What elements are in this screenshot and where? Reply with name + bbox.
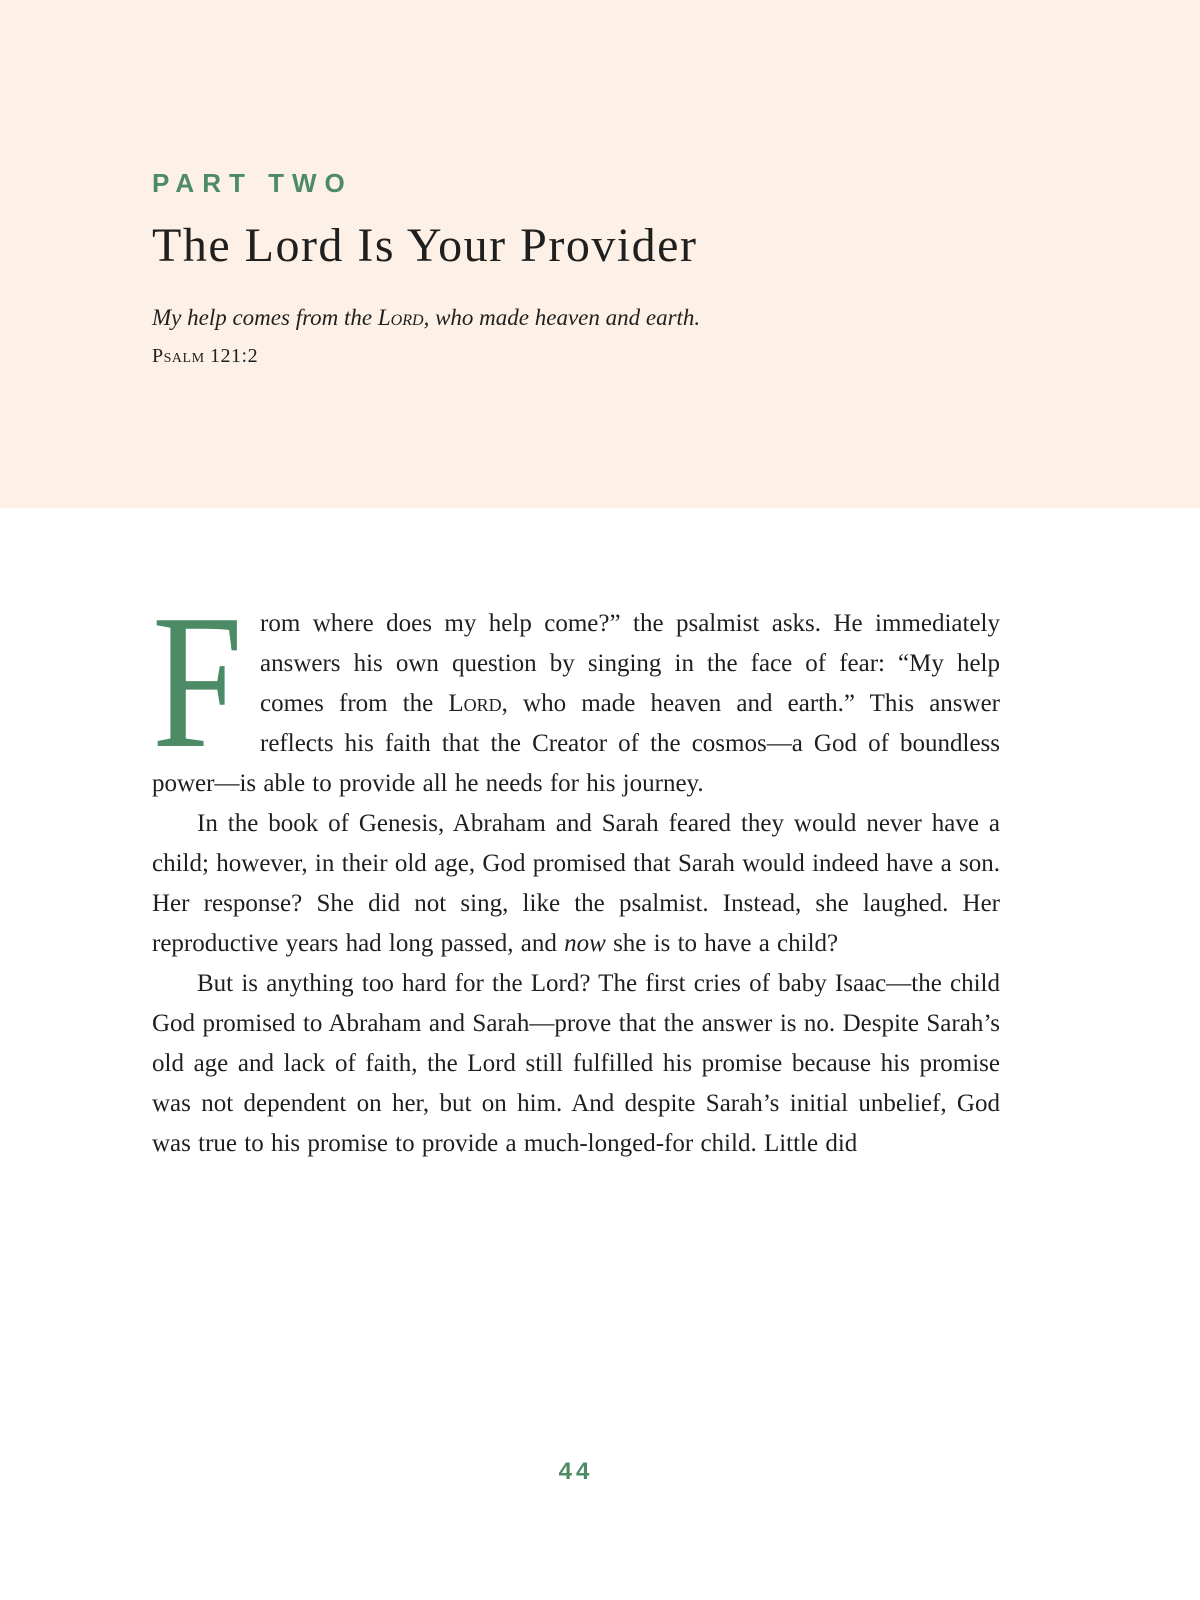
paragraph-3: But is anything too hard for the Lord? The first cries of baby Isaac—the child God promised to Abraham and Sarah—prove that the answer is no. Despite Sarah’s old age and lack of faith, the Lord still fulfilled his promise because his promise was not dependent on her, but on him. And despite Sarah’s initial unbelief, God was true to his promise to provide a much-longed-for child. Little did	[152, 970, 1000, 1157]
part-header	[0, 0, 1200, 508]
page-footer	[152, 1458, 1000, 1486]
epigraph: My help comes from the Lord, who made heaven and earth.	[152, 304, 701, 330]
page-number: 44	[558, 1458, 594, 1485]
paragraph-2: In the book of Genesis, Abraham and Sarah feared they would never have a child; however, in their old age, God promised that Sarah would indeed have a son. Her response? She did not sing, like the psalmist. Instead, she laughed. Her reproductive years had long passed, and now she is to have a child?	[152, 810, 1000, 957]
paragraph-1-text: rom where does my help come?” the psalmist asks. He immediately answers his own question by singing in the face of fear: “My help comes from the Lord, who made heaven and earth.” This answer reflects his faith that the Creator of the cosmos—a God of boundless power—is able to provide all he needs for his journey.	[152, 610, 1000, 797]
part-title: The Lord Is Your Provider	[152, 219, 698, 272]
chapter-body	[152, 575, 1000, 1164]
paragraph-1	[152, 575, 1000, 804]
epigraph-source: Psalm 121:2	[152, 344, 259, 367]
part-label: PART TWO	[152, 168, 353, 198]
drop-cap: F	[152, 575, 243, 788]
